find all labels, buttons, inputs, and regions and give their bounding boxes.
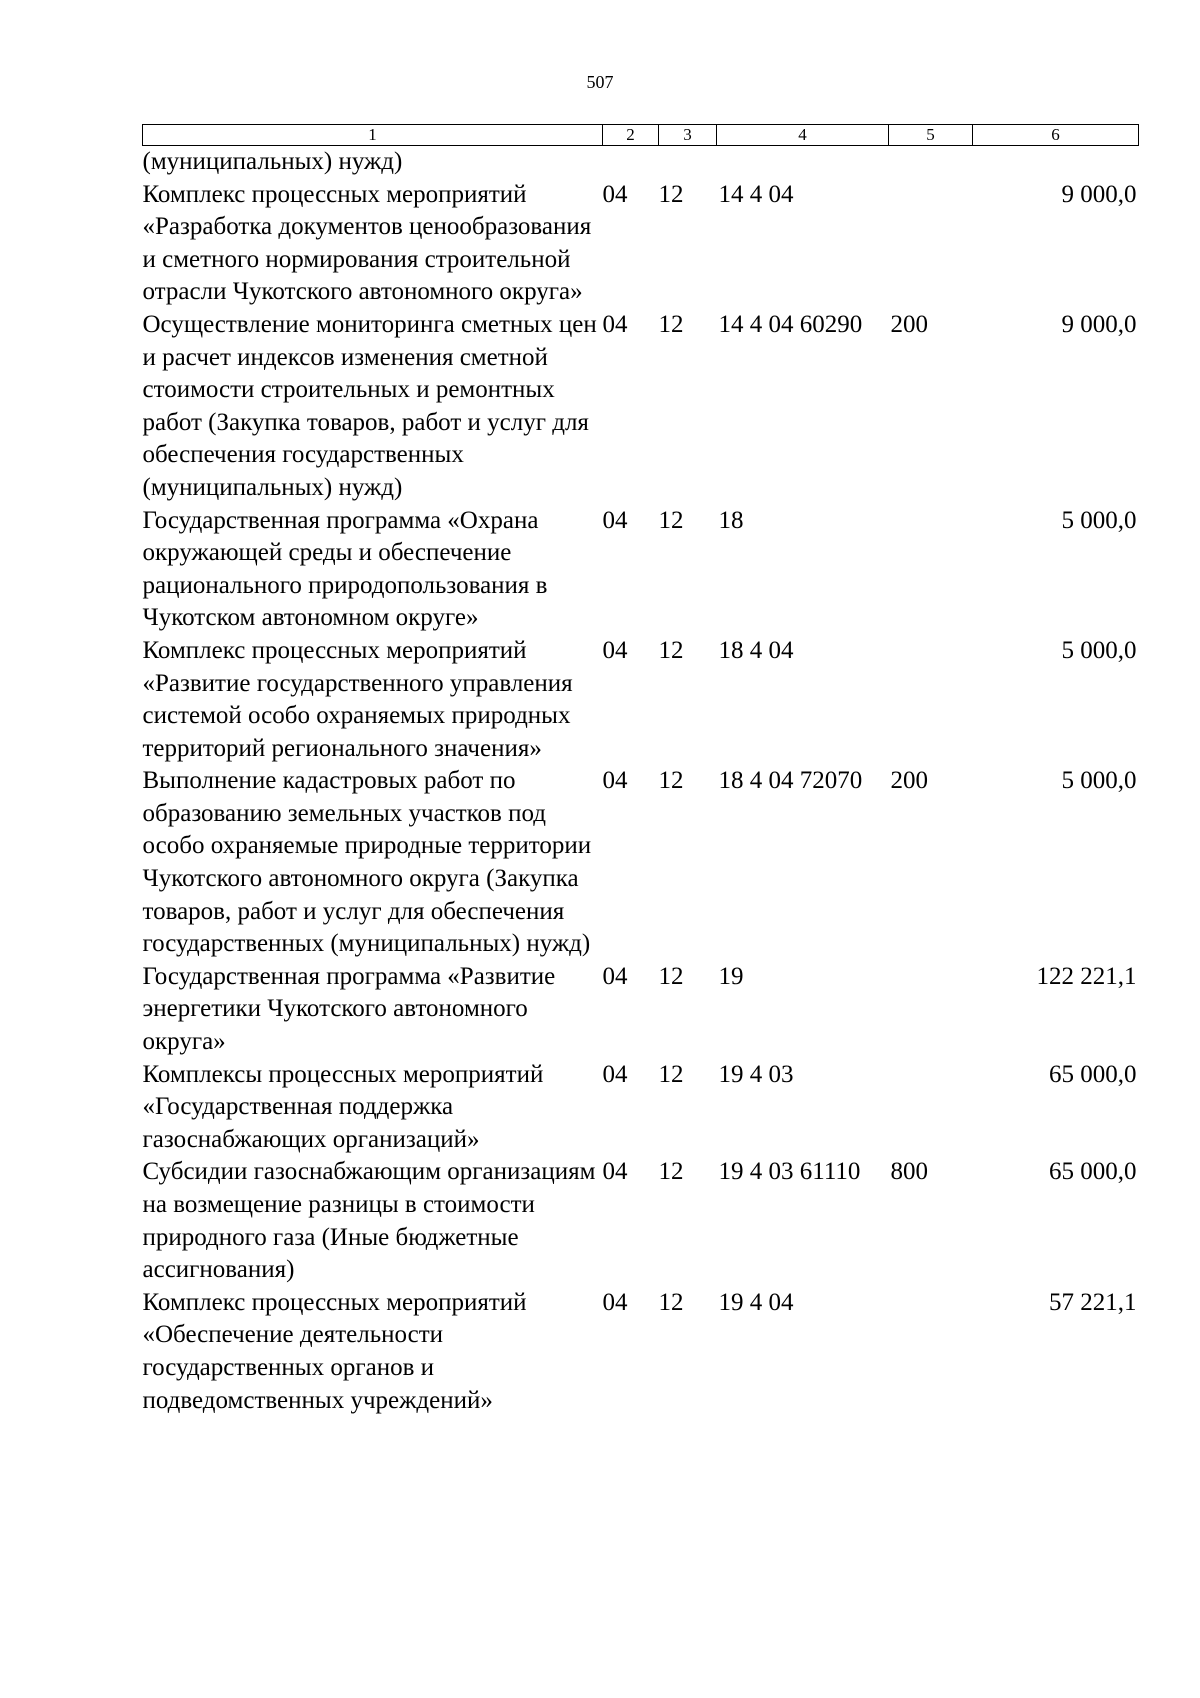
target-code: 19 4 03 61110	[718, 1158, 861, 1186]
item-name: Субсидии газоснабжающим организациям на возмещение разницы в стоимости природного газа (Иные бюджетные ассигнования)	[142, 1158, 596, 1284]
expense-type	[889, 179, 973, 309]
table-row	[143, 179, 1139, 309]
table-row	[143, 1156, 1139, 1286]
section-code: 04	[602, 962, 628, 990]
item-name: Выполнение кадастровых работ по образованию земельных участков под особо охраняемые природные территории Чукотского автономного округа (Закупка товаров, работ и услуг для обеспечения государственных (муниципальных) нужд)	[142, 767, 592, 958]
target-code	[717, 146, 889, 179]
subsection-code	[659, 146, 717, 179]
target-code: 19 4 04	[718, 1288, 794, 1316]
amount: 5 000,0	[1061, 506, 1137, 534]
table-row	[143, 961, 1139, 1059]
subsection-code: 12	[658, 180, 684, 208]
target-code: 18 4 04 72070	[718, 767, 863, 795]
expense-type: 200	[890, 310, 928, 338]
section-code: 04	[602, 1060, 628, 1088]
target-code: 18	[718, 506, 744, 534]
item-name: Комплексы процессных мероприятий «Государственная поддержка газоснабжающих организаций»	[142, 1060, 544, 1153]
target-code: 14 4 04	[718, 180, 794, 208]
table-row	[143, 1059, 1139, 1157]
section-code: 04	[602, 767, 628, 795]
amount: 57 221,1	[1049, 1288, 1137, 1316]
table-header	[143, 125, 1139, 146]
subsection-code: 12	[658, 767, 684, 795]
expense-type	[889, 505, 973, 635]
header-cell: 3	[659, 125, 717, 146]
amount: 65 000,0	[1049, 1060, 1137, 1088]
header-row	[143, 125, 1139, 146]
section-code: 04	[602, 310, 628, 338]
target-code: 19	[718, 962, 744, 990]
subsection-code: 12	[658, 310, 684, 338]
expense-type	[889, 635, 973, 765]
table-row	[143, 1287, 1139, 1417]
subsection-code: 12	[658, 1158, 684, 1186]
header-cell: 6	[973, 125, 1139, 146]
table-row	[143, 635, 1139, 765]
amount: 5 000,0	[1061, 767, 1137, 795]
expense-type	[889, 1059, 973, 1157]
subsection-code: 12	[658, 506, 684, 534]
table-body	[143, 146, 1139, 1418]
item-name: (муниципальных) нужд)	[142, 148, 403, 175]
amount: 122 221,1	[1036, 962, 1137, 990]
page-number: 507	[586, 72, 614, 92]
section-code: 04	[602, 1288, 628, 1316]
budget-table	[142, 124, 1139, 1417]
subsection-code: 12	[658, 1060, 684, 1088]
header-cell: 2	[603, 125, 659, 146]
amount: 5 000,0	[1061, 636, 1137, 664]
item-name: Комплекс процессных мероприятий «Развитие государственного управления системой особо охраняемых природных территорий регионального значения»	[142, 636, 573, 762]
section-code: 04	[602, 180, 628, 208]
table-row	[143, 505, 1139, 635]
header-cell: 5	[889, 125, 973, 146]
item-name: Комплекс процессных мероприятий «Разработка документов ценообразования и сметного нормирования строительной отрасли Чукотского автономного округа»	[142, 180, 592, 306]
table-row	[143, 309, 1139, 505]
amount: 9 000,0	[1061, 180, 1137, 208]
target-code: 19 4 03	[718, 1060, 794, 1088]
subsection-code: 12	[658, 636, 684, 664]
target-code: 14 4 04 60290	[718, 310, 863, 338]
expense-type	[889, 146, 973, 179]
table-row	[143, 146, 1139, 179]
header-cell: 4	[717, 125, 889, 146]
table-row	[143, 765, 1139, 961]
expense-type: 200	[890, 767, 928, 795]
subsection-code: 12	[658, 1288, 684, 1316]
amount: 65 000,0	[1049, 1158, 1137, 1186]
section-code: 04	[602, 506, 628, 534]
header-cell: 1	[143, 125, 603, 146]
amount	[973, 146, 1139, 179]
item-name: Государственная программа «Охрана окружающей среды и обеспечение рационального природопользования в Чукотском автономном округе»	[142, 506, 548, 632]
section-code: 04	[602, 1158, 628, 1186]
amount: 9 000,0	[1061, 310, 1137, 338]
section-code: 04	[602, 636, 628, 664]
expense-type	[889, 961, 973, 1059]
item-name: Осуществление мониторинга сметных цен и расчет индексов изменения сметной стоимости строительных и ремонтных работ (Закупка товаров, работ и услуг для обеспечения государственных (муниципальных) нужд)	[142, 310, 597, 501]
expense-type: 800	[890, 1158, 928, 1186]
subsection-code: 12	[658, 962, 684, 990]
section-code	[603, 146, 659, 179]
target-code: 18 4 04	[718, 636, 794, 664]
expense-type	[889, 1287, 973, 1417]
item-name: Государственная программа «Развитие энергетики Чукотского автономного округа»	[142, 962, 556, 1056]
item-name: Комплекс процессных мероприятий «Обеспечение деятельности государственных органов и подведомственных учреждений»	[142, 1288, 527, 1414]
